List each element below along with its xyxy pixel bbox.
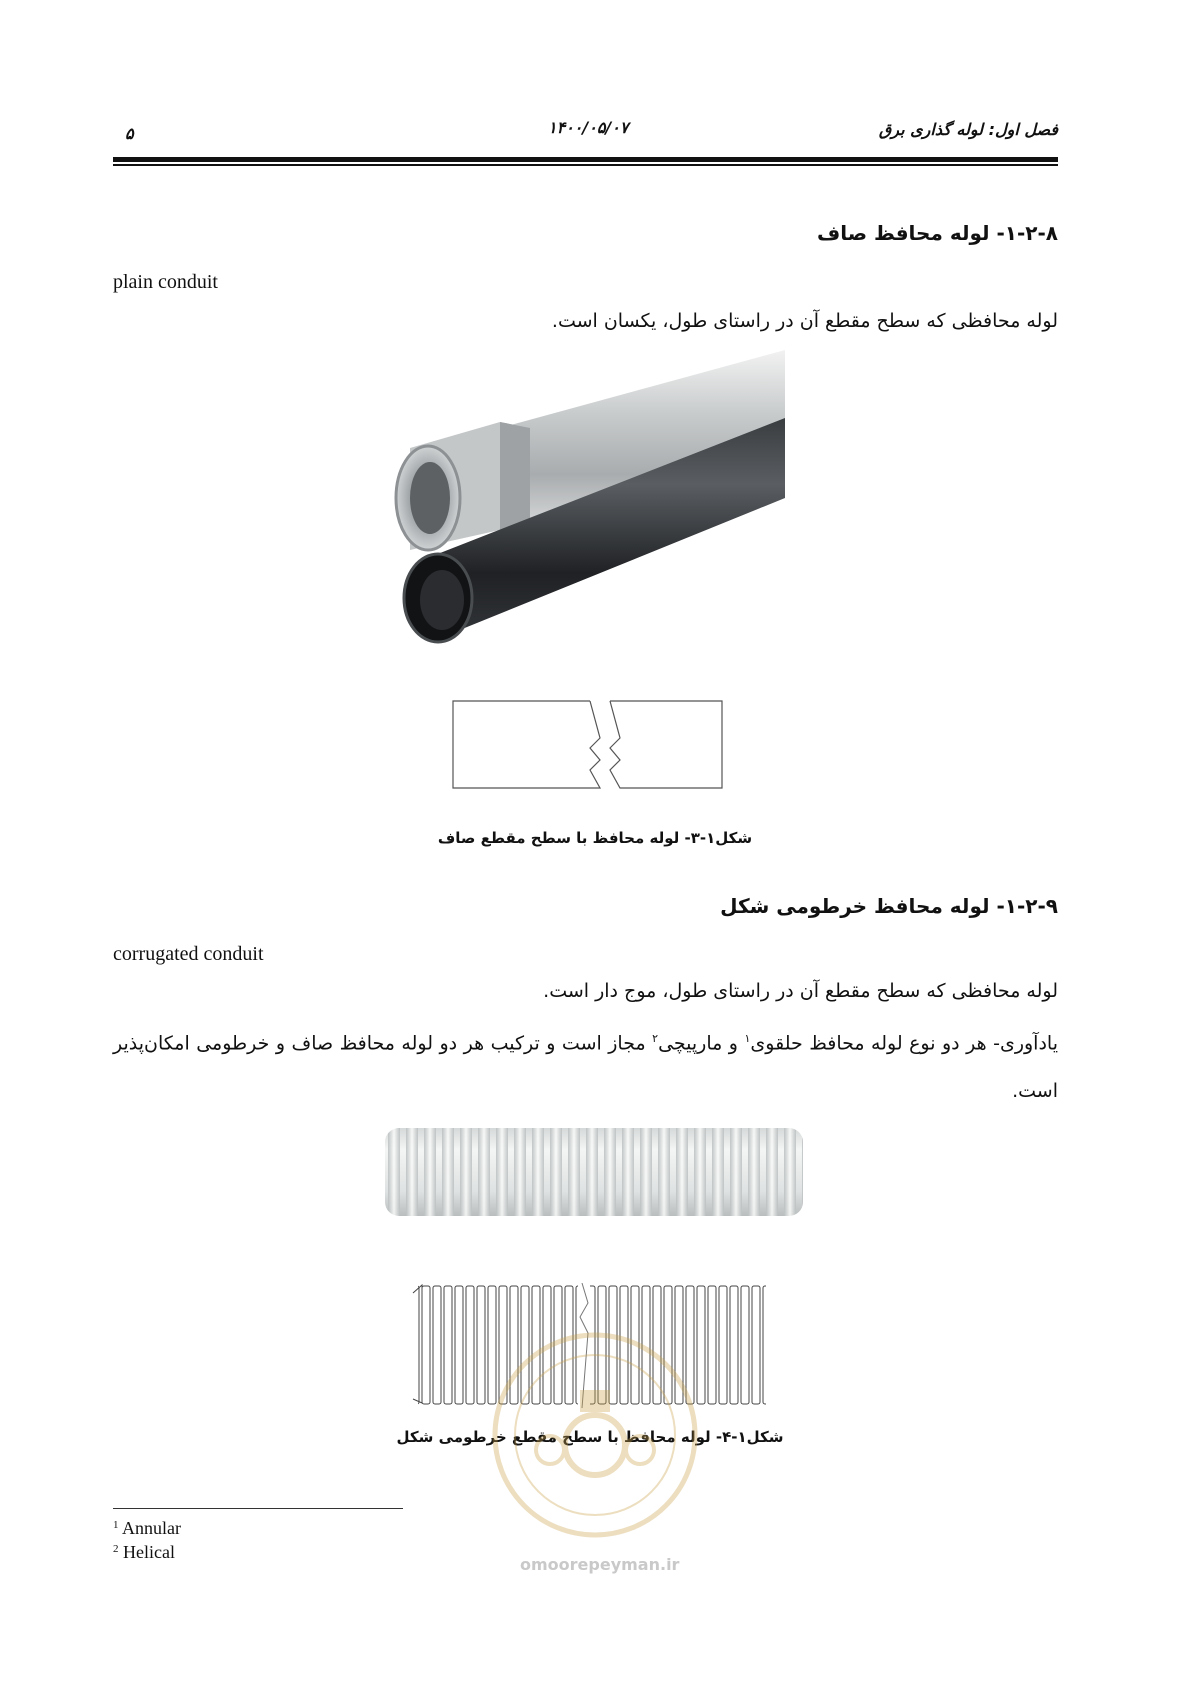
definition-plain: لوله محافظی که سطح مقطع آن در راستای طول، یکسان است. [551, 310, 1058, 332]
plain-conduit-photo [390, 350, 790, 675]
watermark-seal [490, 1330, 700, 1540]
english-term-plain: plain conduit [113, 271, 218, 293]
note-text-2: و مارپیچی [658, 1032, 745, 1055]
figure-caption-corrugated: شکل۱-۴- لوله محافظ با سطح مقطع خرطومی شکل [396, 1428, 784, 1446]
chapter-title: فصل اول: لوله گذاری برق [878, 120, 1058, 139]
footnote-rule [113, 1508, 403, 1509]
footnote-2-number: 2 [113, 1543, 119, 1555]
header-rule-thin [113, 164, 1058, 166]
note-paragraph [113, 1015, 1058, 1115]
plain-conduit-diagram [450, 700, 725, 790]
watermark-url: omoorepeyman.ir [520, 1555, 680, 1574]
section-heading-plain: ۱-۲-۸- لوله محافظ صاف [817, 221, 1058, 245]
footnote-1-text: Annular [122, 1518, 181, 1538]
header-rule-thick [113, 157, 1058, 162]
corrugated-conduit-photo [385, 1118, 805, 1223]
footnote-1 [113, 1518, 181, 1539]
note-text-3: مجاز است و ترکیب هر دو لوله محافظ صاف و خرطومی امکان‌پذیر است. [113, 1032, 1058, 1103]
footnote-ref-2: ۲ [652, 1032, 659, 1045]
english-term-corrugated: corrugated conduit [113, 943, 264, 965]
footnote-1-number: 1 [113, 1519, 119, 1531]
footnote-2 [113, 1542, 175, 1563]
note-text-1: یادآوری- هر دو نوع لوله محافظ حلقوی [750, 1032, 1058, 1055]
section-heading-corrugated: ۱-۲-۹- لوله محافظ خرطومی شکل [720, 894, 1058, 918]
header-date: ۱۴۰۰/۰۵/۰۷ [548, 118, 629, 137]
footnote-ref-1: ۱ [744, 1032, 751, 1045]
page-number: ۵ [125, 124, 134, 143]
figure-caption-plain: شکل۱-۳- لوله محافظ با سطح مقطع صاف [437, 829, 753, 847]
footnote-2-text: Helical [123, 1542, 175, 1562]
definition-corrugated: لوله محافظی که سطح مقطع آن در راستای طول، موج دار است. [543, 980, 1058, 1002]
